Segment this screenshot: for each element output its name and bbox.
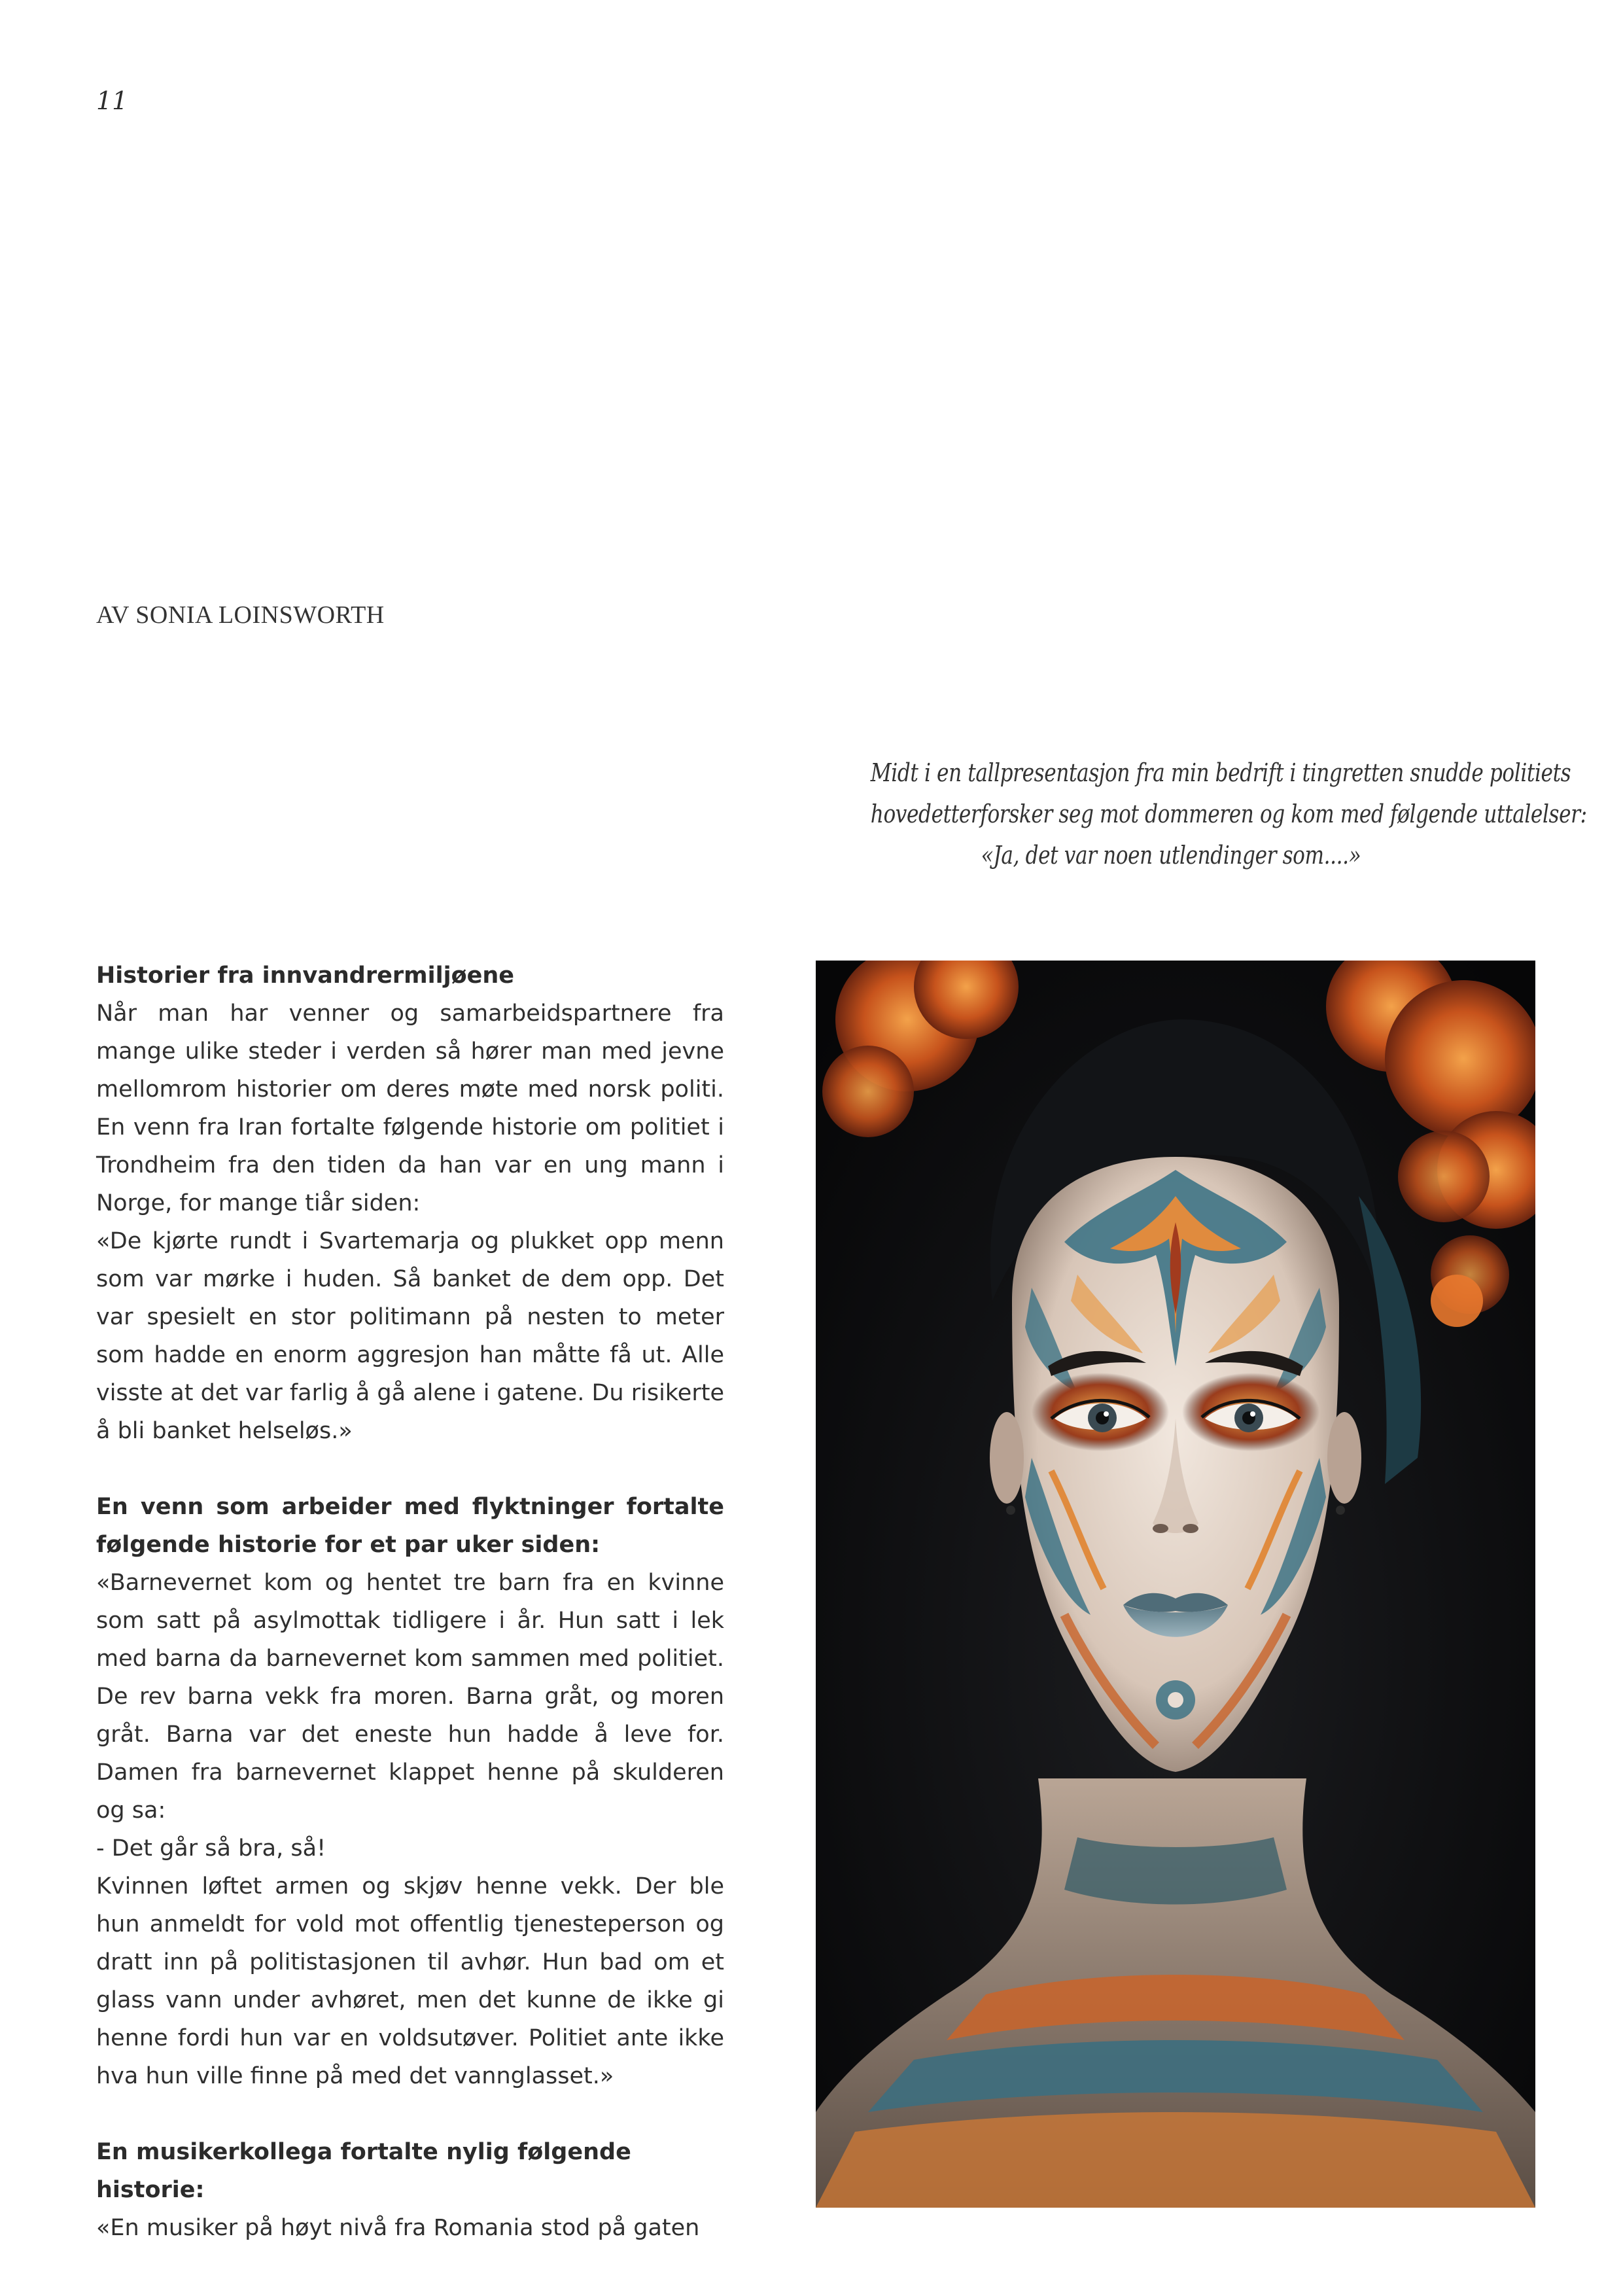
article-body [96,957,724,2247]
section-heading: En musikerkollega fortalte nylig følgende historie: [96,2139,631,2203]
page-number: 11 [96,86,128,115]
paragraph-spacer [96,1450,724,1488]
pull-quote-line: «Ja, det var noen utlendinger som....» [981,841,1361,870]
article-paragraph: Når man har venner og samarbeidspartnere fra mange ulike steder i verden så hører man med jevne mellomrom historier om deres møte med norsk politi. En venn fra Iran fortalte følgende historie om politiet i Trondheim fra den tiden da han var en ung mann i Norge, for mange tiår siden: [96,1000,724,1216]
portrait-image [816,961,1535,2208]
section-heading: En venn som arbeider med flyktninger fortalte følgende historie for et par uker siden: [96,1494,724,1558]
face-paint-illustration [816,961,1535,2208]
pull-quote [870,752,1587,876]
section-heading: Historier fra innvandrermiljøene [96,963,515,989]
article-quote: «De kjørte rundt i Svartemarja og plukket opp menn som var mørke i huden. Så banket de dem opp. Det var spesielt en stor politimann på nesten to meter som hadde en enorm aggresjon han måtte få ut. Alle visste at det var farlig å gå alene i gatene. Du risikerte å bli banket helseløs.» [96,1228,724,1444]
article-quote: «En musiker på høyt nivå fra Romania stod på gaten [96,2215,700,2241]
article-quote: «Barnevernet kom og hentet tre barn fra en kvinne som satt på asylmottak tidligere i år. Hun satt i lek med barna da barnevernet kom sammen med politiet. De rev barna vekk fra moren. Barna gråt, og moren gråt. Barna var det eneste hun hadde å leve for. Damen fra barnevernet klappet henne på skulderen og sa: [96,1570,724,1824]
article-paragraph: Kvinnen løftet armen og skjøv henne vekk. Der ble hun anmeldt for vold mot offentlig tjenesteperson og dratt inn på politistasjonen til avhør. Hun bad om et glass vann under avhøret, men det kunne de ikke gi henne fordi hun var en voldsutøver. Politiet ante ikke hva hun ville finne på med det vannglasset.» [96,1873,724,2089]
pull-quote-line: Midt i en tallpresentasjon fra min bedrift i tingretten snudde politiets [870,758,1571,787]
pull-quote-line: hovedetterforsker seg mot dommeren og kom med følgende uttalelser: [870,800,1587,828]
article-dialogue: - Det går så bra, så! [96,1835,326,1862]
author-byline: AV SONIA LOINSWORTH [96,601,385,629]
paragraph-spacer [96,2095,724,2133]
